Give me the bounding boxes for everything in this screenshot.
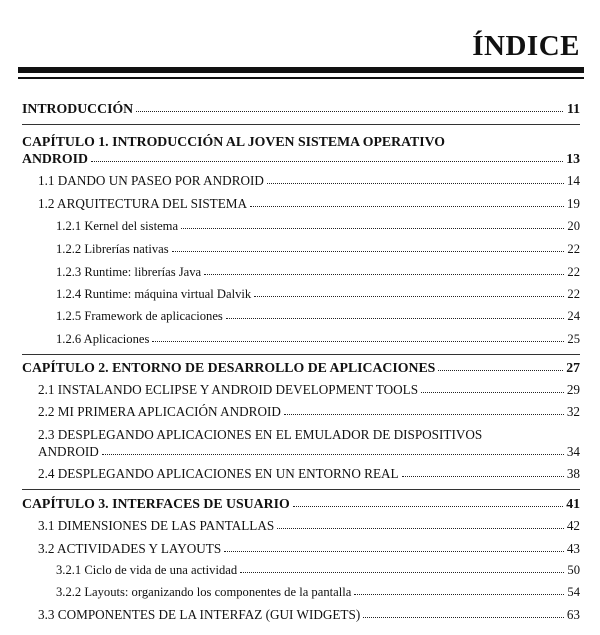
toc-entry-label: CAPÍTULO 3. INTERFACES DE USUARIO [22, 496, 290, 511]
leader-dots [240, 572, 564, 573]
toc-entry-page: 20 [567, 219, 580, 233]
leader-dots [224, 551, 564, 552]
toc-entry-page: 38 [566, 466, 580, 481]
toc-entry-page: 22 [567, 242, 580, 256]
toc-entry-page: 14 [566, 173, 580, 188]
toc-entry-label: 3.2.2 Layouts: organizando los componentes de la pantalla [56, 585, 352, 599]
toc-entry-label: 2.4 DESPLEGANDO APLICACIONES EN UN ENTORNO REAL [38, 466, 399, 481]
toc-entry-3-2-1[interactable] [0, 563, 600, 578]
toc-entry-1-2-5[interactable] [0, 309, 600, 324]
toc-entry-page: 43 [566, 541, 580, 556]
toc-entry-label: 1.2.4 Runtime: máquina virtual Dalvik [56, 287, 252, 301]
toc-entry-2-3[interactable] [0, 444, 600, 460]
toc-entry-chapter-1-line1[interactable] [0, 134, 465, 150]
leader-dots [91, 161, 563, 162]
toc-entry-label: CAPÍTULO 2. ENTORNO DE DESARROLLO DE APLICACIONES [22, 360, 436, 375]
toc-entry-3-3[interactable] [0, 607, 600, 623]
leader-dots [293, 506, 563, 507]
chapter-separator [22, 354, 580, 355]
leader-dots [181, 228, 564, 229]
leader-dots [102, 454, 564, 455]
toc-entry-page: 25 [567, 332, 580, 346]
toc-entry-page: 29 [566, 382, 580, 397]
toc-entry-chapter-2[interactable] [0, 360, 600, 376]
toc-entry-page: 34 [566, 444, 580, 459]
leader-dots [438, 370, 563, 371]
toc-entry-introduccion[interactable] [0, 101, 600, 117]
toc-entry-page: 11 [566, 101, 580, 116]
toc-entry-1-2-4[interactable] [0, 287, 600, 302]
leader-dots [226, 318, 565, 319]
toc-entry-label: CAPÍTULO 1. INTRODUCCIÓN AL JOVEN SISTEMA OPERATIVO [22, 134, 446, 149]
toc-entry-1-2-2[interactable] [0, 242, 600, 257]
toc-entry-page: 24 [567, 309, 580, 323]
toc-entry-1-2[interactable] [0, 196, 600, 212]
leader-dots [136, 111, 563, 112]
toc-entry-3-2-2[interactable] [0, 585, 600, 600]
toc-entry-1-1[interactable] [0, 173, 600, 189]
toc-entry-label: INTRODUCCIÓN [22, 101, 134, 116]
toc-entry-page: 13 [566, 151, 580, 166]
toc-entry-label: 1.2.3 Runtime: librerías Java [56, 265, 202, 279]
toc-entry-page: 42 [566, 518, 580, 533]
toc-entry-label: ANDROID [38, 444, 99, 459]
chapter-separator [22, 489, 580, 490]
toc-entry-page: 27 [566, 360, 580, 375]
toc-entry-page: 32 [566, 404, 580, 419]
toc-entry-label: 1.2.5 Framework de aplicaciones [56, 309, 223, 323]
toc-entry-label: 3.2 ACTIVIDADES Y LAYOUTS [38, 541, 222, 556]
leader-dots [363, 617, 564, 618]
toc-entry-label: 3.3 COMPONENTES DE LA INTERFAZ (GUI WIDGETS) [38, 607, 361, 622]
toc-entry-page: 63 [566, 607, 580, 622]
leader-dots [277, 528, 564, 529]
chapter-separator [22, 124, 580, 125]
toc-entry-label: 1.2.2 Librerías nativas [56, 242, 169, 256]
leader-dots [284, 414, 564, 415]
toc-entry-2-4[interactable] [0, 466, 600, 482]
toc-entry-2-1[interactable] [0, 382, 600, 398]
toc-entry-1-2-1[interactable] [0, 219, 600, 234]
leader-dots [267, 183, 564, 184]
toc-entry-chapter-3[interactable] [0, 496, 600, 512]
leader-dots [254, 296, 564, 297]
toc-entry-label: 3.1 DIMENSIONES DE LAS PANTALLAS [38, 518, 275, 533]
leader-dots [354, 594, 564, 595]
toc-entry-label: 1.2.6 Aplicaciones [56, 332, 150, 346]
toc-entry-1-2-3[interactable] [0, 265, 600, 280]
toc-entry-2-2[interactable] [0, 404, 600, 420]
toc-entry-page: 41 [566, 496, 580, 511]
leader-dots [172, 251, 565, 252]
toc-entry-page: 50 [567, 563, 580, 577]
toc-entry-label: 3.2.1 Ciclo de vida de una actividad [56, 563, 238, 577]
toc-entry-label: 2.2 MI PRIMERA APLICACIÓN ANDROID [38, 404, 281, 419]
toc-entry-label: 1.2.1 Kernel del sistema [56, 219, 179, 233]
toc-entry-label: 2.3 DESPLEGANDO APLICACIONES EN EL EMULADOR DE DISPOSITIVOS [38, 427, 483, 442]
toc-entry-page: 19 [566, 196, 580, 211]
leader-dots [204, 274, 564, 275]
leader-dots [421, 392, 564, 393]
leader-dots [250, 206, 564, 207]
toc-entry-page: 22 [567, 265, 580, 279]
leader-dots [402, 476, 564, 477]
toc-entry-label: 1.1 DANDO UN PASEO POR ANDROID [38, 173, 264, 188]
toc-entry-chapter-1[interactable] [0, 151, 600, 167]
toc-entry-1-2-6[interactable] [0, 332, 600, 347]
toc-entry-label: 2.1 INSTALANDO ECLIPSE Y ANDROID DEVELOPMENT TOOLS [38, 382, 419, 397]
toc-entry-label: ANDROID [22, 151, 88, 166]
toc-entry-page: 22 [567, 287, 580, 301]
toc-entry-2-3-line1[interactable] [0, 427, 502, 443]
leader-dots [152, 341, 564, 342]
page-title: ÍNDICE [472, 30, 580, 62]
toc-entry-page: 54 [567, 585, 580, 599]
toc-entry-label: 1.2 ARQUITECTURA DEL SISTEMA [38, 196, 248, 211]
toc-entry-3-1[interactable] [0, 518, 600, 534]
toc-entry-3-2[interactable] [0, 541, 600, 557]
